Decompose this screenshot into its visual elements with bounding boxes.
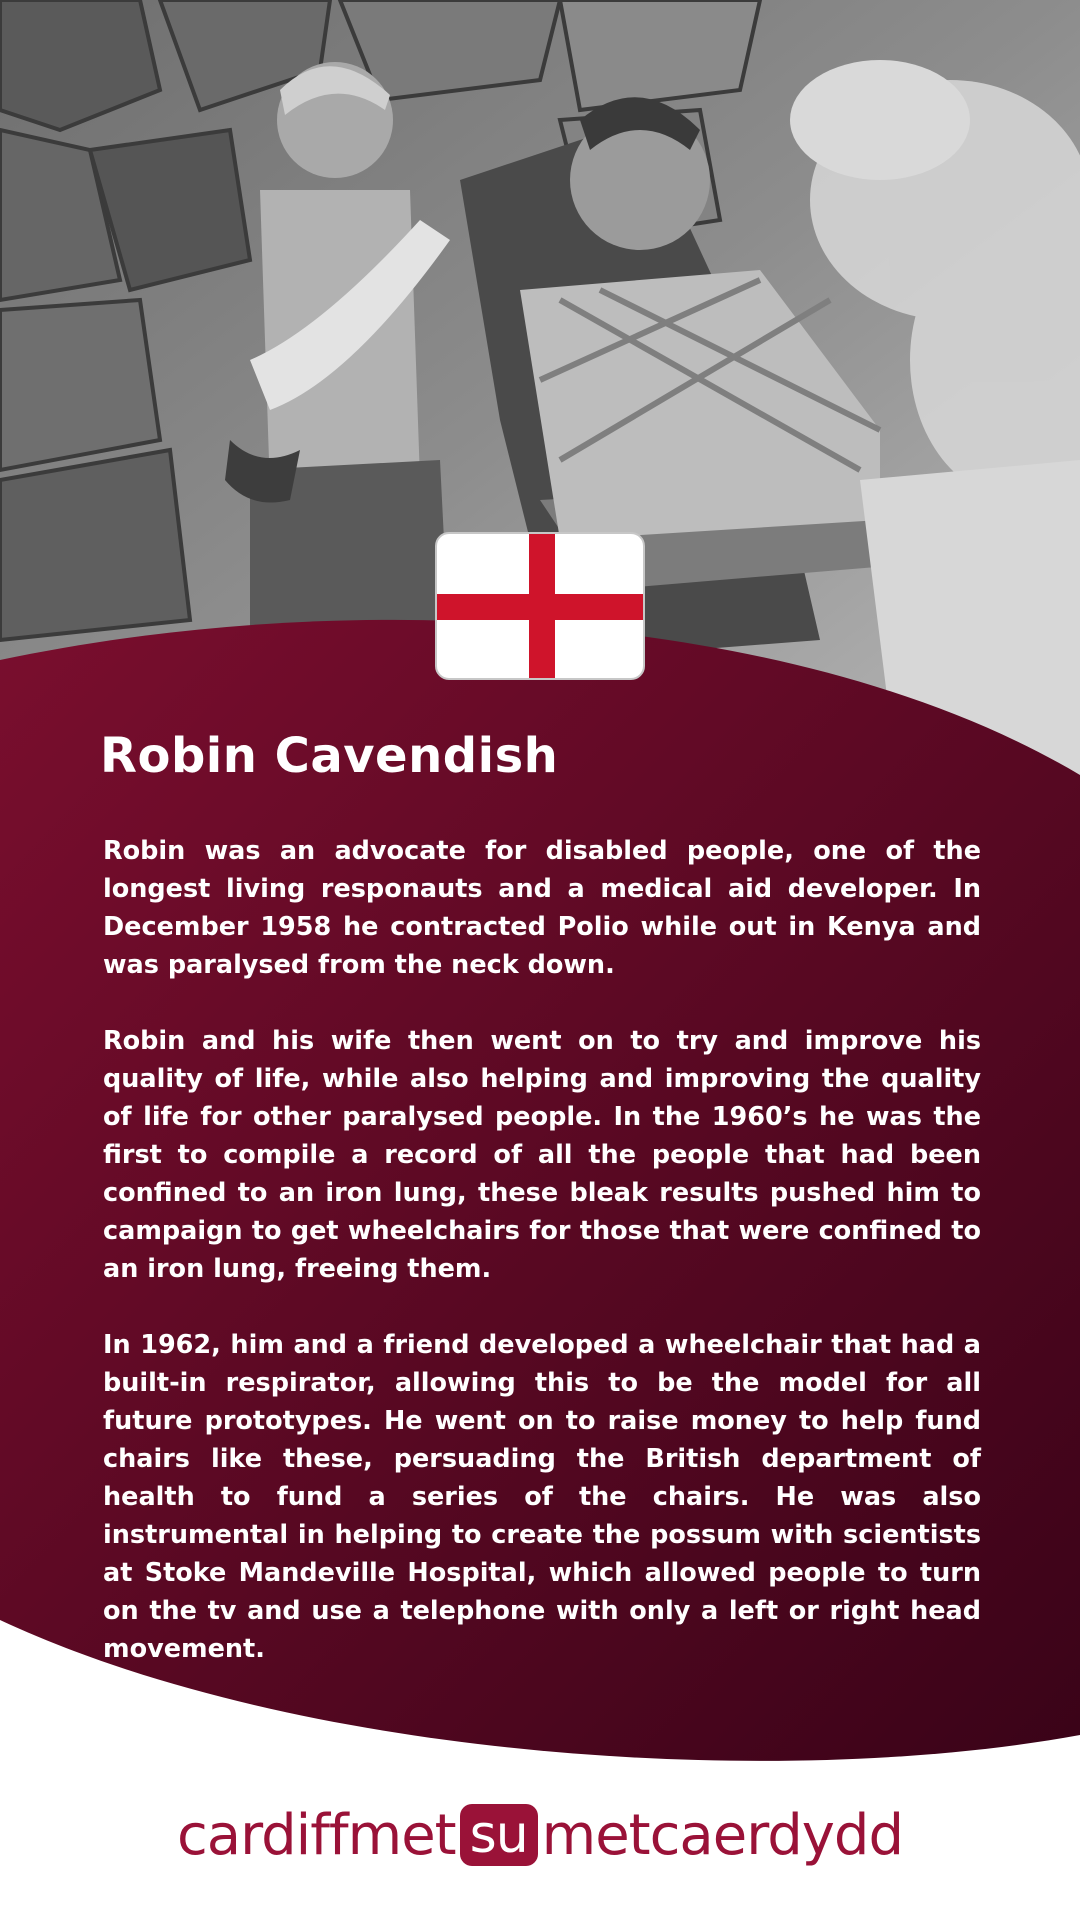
paragraph-2: Robin and his wife then went on to try and improve his quality of life, while also helping and improving the quality of life for other paralysed people. In the 1960’s he was the first to compile a record of all the people that had been confined to an iron lung, these bleak results pushed him to campaign to get wheelchairs for those that were confined to an iron lung, freeing them. <box>103 1026 981 1284</box>
biography-text <box>103 832 981 1706</box>
logo-text-right: metcaerdydd <box>541 1802 904 1868</box>
england-flag-icon <box>435 532 645 680</box>
flag-cross-horizontal <box>437 594 643 620</box>
paragraph-1: Robin was an advocate for disabled people, one of the longest living responauts and a medical aid developer. In December 1958 he contracted Polio while out in Kenya and was paralysed from the neck down. <box>103 836 981 980</box>
page-title: Robin Cavendish <box>100 728 559 784</box>
logo-text-left: cardiffmet <box>176 1802 456 1868</box>
logo-su-badge: su <box>460 1804 538 1866</box>
cardiffmet-su-logo <box>0 1795 1080 1875</box>
paragraph-3: In 1962, him and a friend developed a wheelchair that had a built-in respirator, allowing this to be the model for all future prototypes. He went on to raise money to help fund chairs like these, persuading the British department of health to fund a series of the chairs. He was also instrumental in helping to create the possum with scientists at Stoke Mandeville Hospital, which allowed people to turn on the tv and use a telephone with only a left or right head movement. <box>103 1330 981 1664</box>
